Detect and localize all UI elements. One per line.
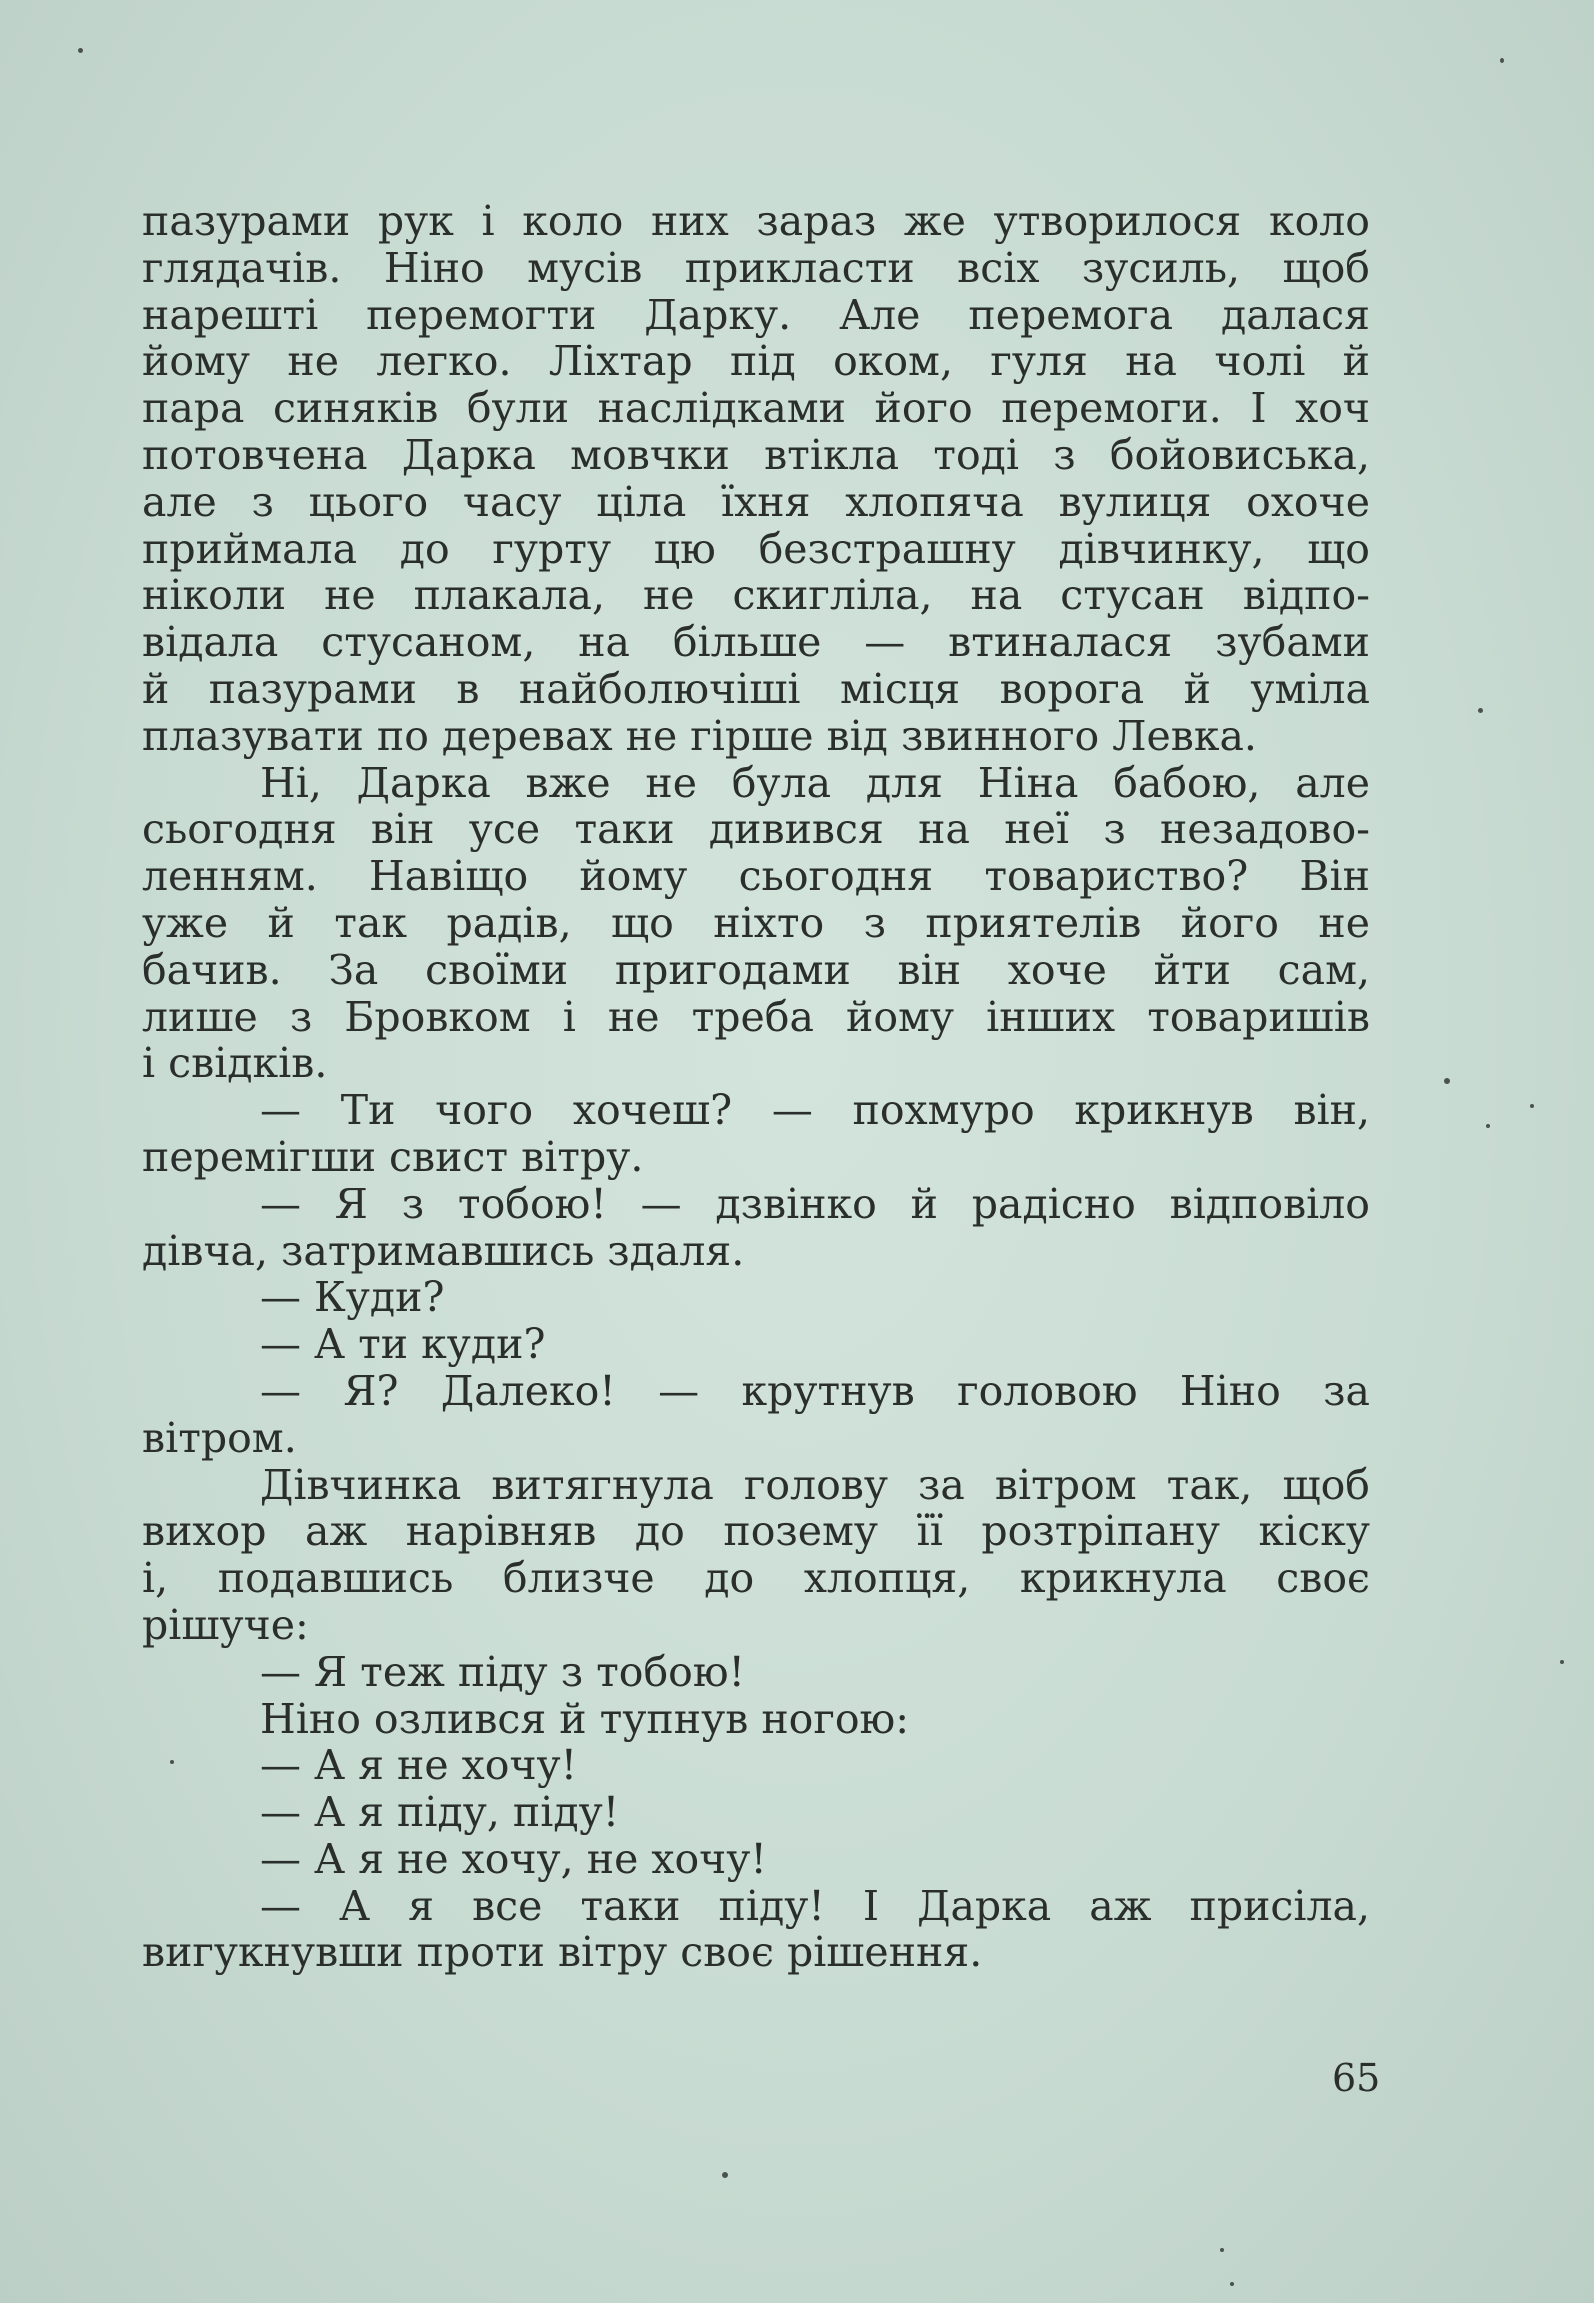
text-line: уже й так радів, що ніхто з приятелів його не xyxy=(142,898,1370,947)
paper-speck xyxy=(1530,1104,1534,1108)
text-line: Ні, Дарка вже не була для Ніна бабою, але xyxy=(260,758,1370,807)
text-line: вітром. xyxy=(142,1413,297,1462)
text-line: бачив. За своїми пригодами він хоче йти сам, xyxy=(142,945,1370,994)
text-line: — А я не хочу, не хочу! xyxy=(260,1834,767,1883)
page-number: 65 xyxy=(1332,2056,1381,2100)
text-line: — А я не хочу! xyxy=(260,1741,578,1790)
text-line: ніколи не плакала, не скигліла, на стусан відпо- xyxy=(142,571,1370,620)
text-line: — А я піду, піду! xyxy=(260,1788,620,1837)
text-line: перемігши свист вітру. xyxy=(142,1132,644,1181)
text-line: плазувати по деревах не гірше від звинного Левка. xyxy=(142,711,1257,760)
paper-speck xyxy=(170,1760,174,1764)
text-line: — А ти куди? xyxy=(260,1320,546,1369)
text-line: і свідків. xyxy=(142,1039,328,1088)
paper-speck xyxy=(1560,1660,1564,1664)
text-line: — А я все таки піду! І Дарка аж присіла, xyxy=(260,1881,1370,1930)
text-line: приймала до гурту цю безстрашну дівчинку, що xyxy=(142,524,1370,573)
paper-speck xyxy=(78,48,83,53)
text-line: — Я? Далеко! — крутнув головою Ніно за xyxy=(260,1366,1370,1415)
text-line: вигукнувши проти вітру своє рішення. xyxy=(142,1928,983,1977)
text-line: глядачів. Ніно мусів прикласти всіх зусиль, щоб xyxy=(142,243,1370,292)
text-line: ленням. Навіщо йому сьогодня товариство? Він xyxy=(142,852,1370,901)
paper-speck xyxy=(1230,2282,1234,2286)
text-line: дівча, затримавшись здаля. xyxy=(142,1226,745,1275)
text-line: — Я з тобою! — дзвінко й радісно відповіло xyxy=(260,1179,1370,1228)
text-line: Ніно озлився й тупнув ногою: xyxy=(260,1694,910,1743)
text-line: відала стусаном, на більше — втиналася зубами xyxy=(142,618,1370,667)
paper-speck xyxy=(1478,708,1483,713)
text-line: йому не легко. Ліхтар під оком, гуля на чолі й xyxy=(142,337,1370,386)
text-line: пазурами рук і коло них зараз же утворилося коло xyxy=(142,197,1370,245)
text-line: Дівчинка витягнула голову за вітром так, щоб xyxy=(260,1460,1370,1509)
text-line: але з цього часу ціла їхня хлопяча вулиця охоче xyxy=(142,477,1370,526)
text-line: — Я теж піду з тобою! xyxy=(260,1647,746,1696)
text-line: потовчена Дарка мовчки втікла тоді з бойовиська, xyxy=(142,430,1370,479)
paper-speck xyxy=(1486,1124,1490,1128)
text-line: — Куди? xyxy=(260,1273,445,1322)
text-line: пара синяків були наслідками його перемоги. І хоч xyxy=(142,384,1370,433)
text-line: рішуче: xyxy=(142,1600,309,1649)
paper-speck xyxy=(1500,58,1504,63)
text-line: — Ти чого хочеш? — похмуро крикнув він, xyxy=(260,1086,1370,1135)
text-line: й пазурами в найболючіші місця ворога й уміла xyxy=(142,664,1370,713)
text-line: лише з Бровком і не треба йому інших товаришів xyxy=(142,992,1370,1041)
paper-speck xyxy=(1444,1078,1450,1084)
text-line: сьогодня він усе таки дивився на неї з незадово- xyxy=(142,805,1370,854)
page-body-text xyxy=(142,198,1370,1976)
paper-speck xyxy=(1220,2248,1224,2252)
text-line: вихор аж нарівняв до позему її розтріпану кіску xyxy=(142,1507,1370,1556)
text-line: нарешті перемогти Дарку. Але перемога далася xyxy=(142,290,1370,339)
paper-speck xyxy=(722,2172,728,2178)
text-line: і, подавшись близче до хлопця, крикнула своє xyxy=(142,1554,1370,1603)
